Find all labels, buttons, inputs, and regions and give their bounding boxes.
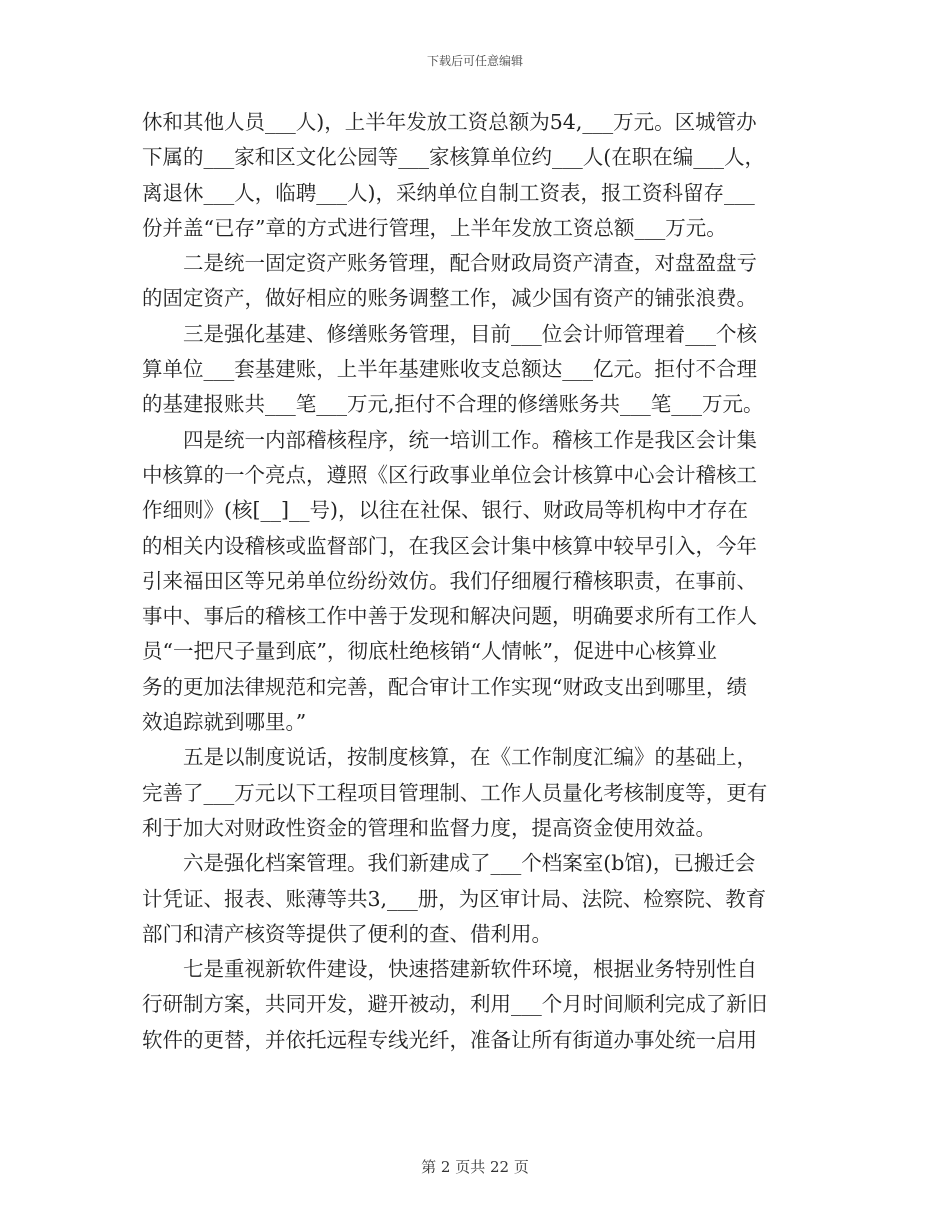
text-line: 份并盖“已存”章的方式进行管理，上半年发放工资总额___万元。 <box>142 215 727 240</box>
text-line: 员“一把尺子量到底”，彻底杜绝核销“人情帐”，促进中心核算业 <box>142 639 717 664</box>
text-line: 三是强化基建、修缮账务管理，目前___位会计师管理着___个核 <box>142 321 757 346</box>
text-line: 离退休___人，临聘___人)，采纳单位自制工资表，报工资科留存___ <box>142 180 755 205</box>
text-line: 效追踪就到哪里。” <box>142 710 307 735</box>
text-line: 七是重视新软件建设，快速搭建新软件环境，根据业务特别性自 <box>142 957 757 982</box>
text-line: 算单位___套基建账，上半年基建账收支总额达___亿元。拒付不合理 <box>142 357 757 382</box>
text-line: 下属的___家和区文化公园等___家核算单位约___人(在职在编___人， <box>142 145 765 170</box>
text-line: 二是统一固定资产账务管理，配合财政局资产清查，对盘盈盘亏 <box>142 251 757 276</box>
text-line: 中核算的一个亮点，遵照《区行政事业单位会计核算中心会计稽核工 <box>142 462 757 487</box>
text-line: 利于加大对财政性资金的管理和监督力度，提高资金使用效益。 <box>142 815 716 840</box>
text-line: 部门和清产核资等提供了便利的查、借利用。 <box>142 921 552 946</box>
text-line: 作细则》(核[__]__号)，以往在社保、银行、财政局等机构中才存在 <box>142 498 748 523</box>
text-line: 软件的更替，并依托远程专线光纤，准备让所有街道办事处统一启用 <box>142 1027 757 1052</box>
text-line: 计凭证、报表、账薄等共3,___册，为区审计局、法院、检察院、教育 <box>142 886 767 911</box>
text-line: 事中、事后的稽核工作中善于发现和解决问题，明确要求所有工作人 <box>142 604 757 629</box>
text-line: 的固定资产，做好相应的账务调整工作，减少国有资产的铺张浪费。 <box>142 286 757 311</box>
document-body <box>142 105 808 1058</box>
text-line: 五是以制度说话，按制度核算，在《工作制度汇编》的基础上， <box>142 745 757 770</box>
text-line: 完善了___万元以下工程项目管理制、工作人员量化考核制度等，更有 <box>142 780 768 805</box>
text-line: 四是统一内部稽核程序，统一培训工作。稽核工作是我区会计集 <box>142 427 757 452</box>
text-line: 休和其他人员___人)，上半年发放工资总额为54,___万元。区城管办 <box>142 110 757 134</box>
text-line: 引来福田区等兄弟单位纷纷效仿。我们仔细履行稽核职责，在事前、 <box>142 568 757 593</box>
text-line: 务的更加法律规范和完善，配合审计工作实现“财政支出到哪里，绩 <box>142 674 747 699</box>
text-line: 的相关内设稽核或监督部门，在我区会计集中核算中较早引入，今年 <box>142 533 757 558</box>
text-line: 行研制方案，共同开发，避开被动，利用___个月时间顺利完成了新旧 <box>142 992 768 1017</box>
page-header: 下载后可任意编辑 <box>426 54 523 68</box>
page-footer: 第 2 页共 22 页 <box>421 1158 529 1176</box>
text-line: 六是强化档案管理。我们新建成了___个档案室(b馆)，已搬迁会 <box>142 851 756 876</box>
text-line: 的基建报账共___笔___万元,拒付不合理的修缮账务共___笔___万元。 <box>142 392 764 417</box>
